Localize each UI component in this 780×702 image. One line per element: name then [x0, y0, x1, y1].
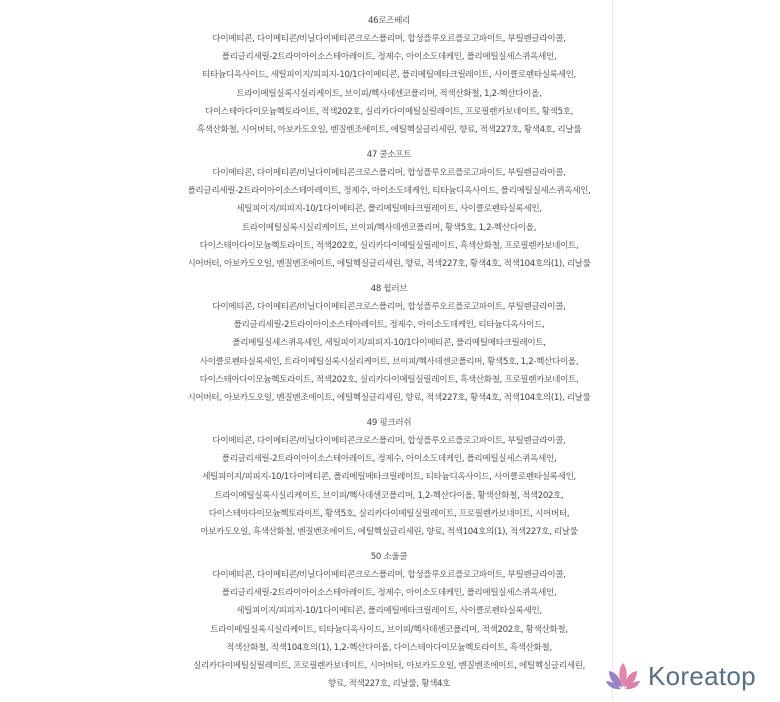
ingredient-line: 트라이메틸실록시실리케이트, 브이피/헥사데센코폴리머, 1,2-헥산다이올, 황색산화철, 적색202호, [214, 490, 564, 501]
ingredient-line: 사이클로펜타실록세인, 트라이메틸실록시실리케이트, 브이피/헥사데센코폴리머, 황색5호, 1,2-헥산다이올, [199, 356, 579, 367]
ingredient-line: 폴리글리세릴-2트라이아이소스테아레이트, 정제수, 아이소도데케인, 폴리메틸실세스퀴옥세인, [221, 454, 557, 465]
product-section-49 [166, 414, 612, 541]
product-section-46 [166, 12, 612, 139]
product-section-50 [166, 548, 612, 693]
ingredient-line: 트라이메틸실록시실리케이트, 브이피/헥사데센코폴리머, 황색5호, 1,2-헥산다이올, [241, 222, 537, 233]
ingredient-line: 다이메티콘, 다이메티콘/비닐다이메티콘크로스폴리머, 합성플루오르플로고파이트, 부틸렌글라이콜, [212, 34, 566, 44]
koreatop-watermark [604, 658, 774, 694]
section-heading: 49 핑크러쉬 [366, 418, 412, 428]
section-heading: 48 윌러브 [370, 284, 408, 294]
ingredient-line: 트라이메틸실록시실리케이트, 티타늄디옥사이드, 브이피/헥사데센코폴리머, 적색202호, 황색산화철, [210, 624, 568, 635]
ingredient-line: 적색산화철, 적색104호의(1), 1,2-헥산다이올, 다이스테아다이모늄헥토라이트, 흑색산화철, [226, 642, 552, 653]
ingredient-line: 세틸피이지/피피지-10/1다이메티콘, 폴리메틸메타크릴레이트, 사이클로펜타실록세인, [236, 606, 542, 617]
ingredient-line: 시어버터, 아보카도오일, 벤질벤조에이트, 에틸헥실글리세린, 향료, 적색227호, 황색4호, 적색104호의(1), 리날룰 [187, 258, 591, 269]
lotus-icon [604, 659, 642, 693]
watermark-text: Koreatop [648, 660, 756, 691]
ingredient-line: 폴리글리세릴-2트라이아이소스테아레이트, 정제수, 아이소도데케인, 폴리메틸실세스퀴옥세인, [221, 588, 557, 599]
ingredient-line: 폴리글리세릴-2트라이아이소스테아레이트, 정제수, 아이소도데케인, 폴리메틸실세스퀴옥세인, [221, 52, 557, 63]
ingredient-line: 다이스테아다이모늄헥토라이트, 적색202호, 실리카다이메틸실릴레이트, 프로필렌카보네이트, 황색5호, [205, 106, 573, 117]
ingredient-line: 폴리글리세릴-2트라이아이소스테아레이트, 정제수, 아이소도데케인, 티타늄디옥사이드, 폴리메틸실세스퀴옥세인, [187, 186, 591, 197]
ingredient-line: 아보카도오일, 흑색산화철, 벤질벤조에이트, 에틸헥실글리세린, 향료, 적색104호의(1), 적색227호, 리날룰 [200, 526, 578, 537]
ingredient-line: 다이스테아다이모늄헥토라이트, 적색202호, 실리카다이메틸실릴레이트, 흑색산화철, 프로필렌카보네이트, [199, 374, 579, 385]
ingredient-line: 다이메티콘, 다이메티콘/비닐다이메티콘크로스폴리머, 합성플루오르플로고파이트, 부틸렌글라이콜, [212, 436, 566, 446]
product-section-47 [166, 146, 612, 273]
product-section-48 [166, 280, 612, 407]
ingredient-line: 시어버터, 아보카도오일, 벤질벤조에이트, 에틸헥실글리세린, 향료, 적색227호, 황색4호, 적색104호의(1), 리날룰 [187, 392, 591, 403]
section-heading: 46로즈베리 [367, 16, 411, 26]
ingredient-line: 다이메티콘, 다이메티콘/비닐다이메티콘크로스폴리머, 합성플루오르플로고파이트, 부틸렌글라이콜, [212, 302, 566, 312]
ingredient-line: 향료, 적색227호, 리날룰, 황색4호 [327, 679, 451, 690]
ingredient-line: 다이메티콘, 다이메티콘/비닐다이메티콘크로스폴리머, 합성플루오르플로고파이트, 부틸렌글라이콜, [212, 168, 566, 178]
ingredient-line: 폴리메틸실세스퀴옥세인, 세틸피이지/피피지-10/1다이메티콘, 폴리메틸메타크릴레이트, [232, 338, 546, 349]
ingredient-line: 다이스테아다이모늄헥토라이트, 적색202호, 실리카다이메틸실릴레이트, 흑색산화철, 프로필렌카보네이트, [199, 240, 579, 251]
ingredient-line: 흑색산화철, 시어버터, 아보카도오일, 벤질벤조에이트, 에틸헥실글리세린, 향료, 적색227호, 황색4호, 리날룰 [196, 124, 582, 135]
ingredient-line: 세틸피이지/피피지-10/1다이메티콘, 폴리메틸메타크릴레이트, 티타늄디옥사이드, 사이클로펜타실록세인, [202, 472, 576, 483]
ingredient-line: 폴리글리세릴-2트라이아이소스테아레이트, 정제수, 아이소도데케인, 티타늄디옥사이드, [233, 320, 545, 331]
ingredient-line: 다이메티콘, 다이메티콘/비닐다이메티콘크로스폴리머, 합성플루오르플로고파이트, 부틸렌글라이콜, [212, 570, 566, 580]
ingredient-line: 다이스테아다이모늄헥토라이트, 황색5호, 실리카다이메틸실릴레이트, 프로필렌카보네이트, 시어버터, [208, 508, 570, 519]
ingredient-line: 트라이메틸실록시실리케이트, 브이피/헥사데센코폴리머, 적색산화철, 1,2-헥산다이올, [236, 88, 542, 99]
section-heading: 50 소울쿨 [370, 552, 408, 562]
ingredient-line: 실리카다이메틸실릴레이트, 프로필렌카보네이트, 시어버터, 아보카도오일, 벤질벤조에이트, 에틸헥실글리세린, [193, 660, 585, 671]
ingredient-line: 티타늄디옥사이드, 세틸피이지/피피지-10/1다이메티콘, 폴리메틸메타크릴레이트, 사이클로펜타실록세인, [202, 70, 576, 81]
ingredient-line: 세틸피이지/피피지-10/1다이메티콘, 폴리메틸메타크릴레이트, 사이클로펜타실록세인, [236, 204, 542, 215]
section-heading: 47 쿨소프트 [366, 150, 412, 160]
